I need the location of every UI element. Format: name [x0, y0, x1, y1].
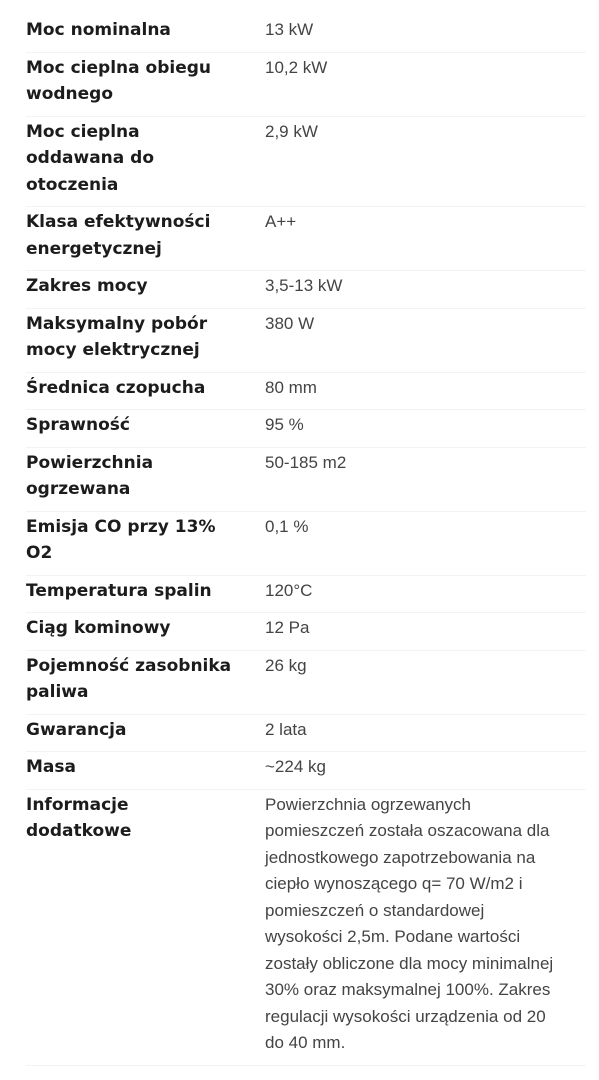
spec-row-heated-area	[26, 448, 586, 512]
spec-label: Masa	[26, 757, 76, 777]
spec-value: 80 mm	[265, 377, 317, 397]
spec-row-chimney-draft	[26, 613, 586, 651]
spec-row-additional-info	[26, 790, 586, 1066]
spec-row-power-range	[26, 271, 586, 309]
spec-value: 10,2 kW	[265, 57, 328, 77]
spec-label: Emisja CO przy 13% O2	[26, 516, 216, 563]
spec-value: 95 %	[265, 415, 304, 434]
spec-value: 50-185 m2	[265, 452, 347, 472]
spec-row-exhaust-temperature	[26, 576, 586, 614]
spec-value: 120°C	[265, 580, 313, 600]
spec-label: Średnica czopucha	[26, 377, 206, 398]
spec-row-water-circuit-power	[26, 53, 586, 117]
spec-label: Maksymalny pobór mocy elektrycznej	[26, 313, 208, 360]
spec-value: ~224 kg	[265, 757, 326, 776]
spec-value: 0,1 %	[265, 516, 309, 536]
spec-row-efficiency	[26, 410, 586, 448]
spec-label: Temperatura spalin	[26, 580, 212, 601]
spec-label: Sprawność	[26, 415, 130, 435]
spec-row-weight	[26, 752, 586, 790]
spec-value: 2 lata	[265, 719, 307, 739]
spec-value: 2,9 kW	[265, 121, 318, 141]
spec-label: Pojemność zasobnika paliwa	[26, 655, 232, 702]
specifications-table	[26, 15, 586, 1066]
spec-value: Powierzchnia ogrzewanych pomieszczeń została oszacowana dla jednostkowego zapotrzebowania na ciepło wynoszącego q= 70 W/m2 i pomieszczeń o standardowej wysokości 2,5m. Podane wartości zostały obliczone dla mocy minimalnej 30% oraz maksymalnej 100%. Zakres regulacji wysokości urządzenia od 20 do 40 mm.	[265, 794, 554, 1052]
spec-row-max-electric-power	[26, 309, 586, 373]
spec-value: 3,5-13 kW	[265, 276, 343, 295]
spec-row-co-emission	[26, 512, 586, 576]
spec-label: Moc cieplna obiegu wodnego	[26, 57, 211, 104]
spec-value: 380 W	[265, 313, 315, 333]
spec-row-ambient-power	[26, 117, 586, 208]
spec-label: Gwarancja	[26, 719, 127, 740]
spec-row-fuel-capacity	[26, 651, 586, 715]
spec-label: Powierzchnia ogrzewana	[26, 452, 154, 499]
spec-row-warranty	[26, 715, 586, 753]
spec-row-energy-class	[26, 207, 586, 271]
spec-value: A++	[265, 212, 297, 231]
spec-value: 26 kg	[265, 655, 307, 675]
spec-label: Ciąg kominowy	[26, 618, 171, 638]
spec-label: Moc nominalna	[26, 20, 171, 40]
spec-label: Informacje dodatkowe	[26, 794, 132, 841]
spec-label: Zakres mocy	[26, 276, 148, 296]
spec-value: 12 Pa	[265, 618, 310, 637]
spec-value: 13 kW	[265, 20, 314, 39]
spec-row-flue-diameter	[26, 373, 586, 411]
spec-row-nominal-power	[26, 15, 586, 53]
spec-label: Moc cieplna oddawana do otoczenia	[26, 121, 155, 195]
spec-label: Klasa efektywności energetycznej	[26, 212, 211, 259]
